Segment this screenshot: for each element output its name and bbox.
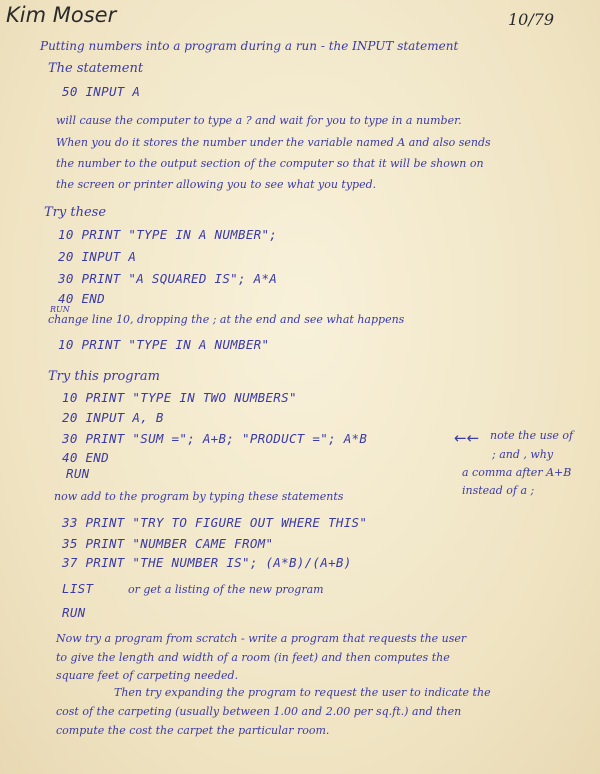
author-name: Kim Moser <box>6 3 117 27</box>
code-line: 10 PRINT "TYPE IN A NUMBER"; <box>58 227 278 242</box>
change-line-instruction: change line 10, dropping the ; at the end and see what happens <box>48 313 405 326</box>
scratch-line: Then try expanding the program to request the user to indicate the <box>114 686 491 699</box>
code-line: 40 END <box>58 291 105 306</box>
left-arrow-icon: ←← <box>454 429 480 447</box>
changed-code-line: 10 PRINT "TYPE IN A NUMBER" <box>58 337 270 352</box>
code-line: 30 PRINT "SUM ="; A+B; "PRODUCT ="; A*B <box>62 431 368 446</box>
margin-note: ; and , why <box>492 448 554 461</box>
intro-line: When you do it stores the number under the variable named A and also sends <box>56 136 491 149</box>
code-line: 40 END <box>62 450 109 465</box>
code-line: 20 INPUT A, B <box>62 410 164 425</box>
run-note: RUN <box>50 305 70 314</box>
margin-note: a comma after A+B <box>462 466 572 479</box>
scratch-line: Now try a program from scratch - write a program that requests the user <box>56 632 467 645</box>
scratch-line: compute the cost the carpet the particular room. <box>56 724 330 737</box>
margin-note: instead of a ; <box>462 484 535 497</box>
code-line: 30 PRINT "A SQUARED IS"; A*A <box>58 271 278 286</box>
intro-line: will cause the computer to type a ? and wait for you to type in a number. <box>56 114 462 127</box>
run-command: RUN <box>62 605 86 620</box>
intro-line: the screen or printer allowing you to see what you typed. <box>56 178 377 191</box>
intro-code: 50 INPUT A <box>62 84 141 99</box>
code-line: RUN <box>66 466 90 481</box>
intro-label: The statement <box>48 61 144 76</box>
try-these-label: Try these <box>44 205 107 220</box>
margin-note: note the use of <box>490 429 574 442</box>
code-line: 20 INPUT A <box>58 249 137 264</box>
date: 10/79 <box>508 10 555 29</box>
scratch-line: square feet of carpeting needed. <box>56 669 239 682</box>
list-command: LIST <box>62 581 94 596</box>
code-line: 10 PRINT "TYPE IN TWO NUMBERS" <box>62 390 297 405</box>
code-line: 33 PRINT "TRY TO FIGURE OUT WHERE THIS" <box>62 515 368 530</box>
code-line: 35 PRINT "NUMBER CAME FROM" <box>62 536 274 551</box>
list-note: or get a listing of the new program <box>128 583 324 596</box>
code-line: 37 PRINT "THE NUMBER IS"; (A*B)/(A+B) <box>62 555 352 570</box>
intro-line: the number to the output section of the computer so that it will be shown on <box>56 157 484 170</box>
try-program-label: Try this program <box>48 369 160 384</box>
add-statements-label: now add to the program by typing these statements <box>54 490 344 503</box>
scratch-line: to give the length and width of a room (in feet) and then computes the <box>56 651 450 664</box>
scratch-line: cost of the carpeting (usually between 1.00 and 2.00 per sq.ft.) and then <box>56 705 462 718</box>
page-title: Putting numbers into a program during a run - the INPUT statement <box>40 39 459 53</box>
